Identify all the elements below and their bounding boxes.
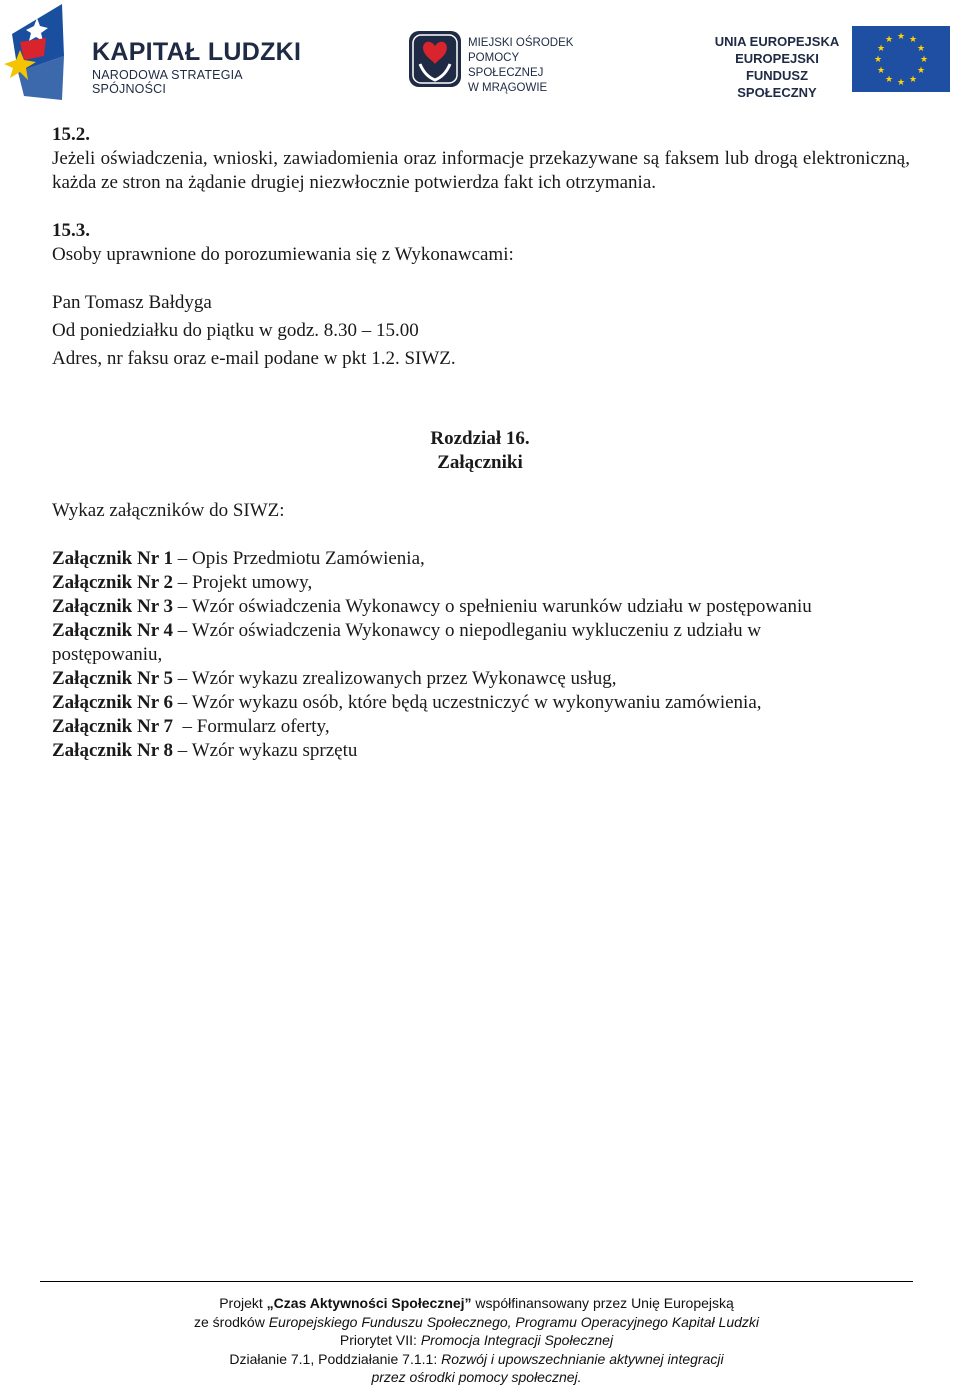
attachment-text: – Wzór oświadczenia Wykonawcy o niepodleganiu wykluczeniu z udziału w bbox=[173, 620, 762, 641]
list-item bbox=[52, 740, 357, 762]
svg-text:★: ★ bbox=[916, 66, 926, 76]
attachment-label: Załącznik Nr 6 bbox=[52, 692, 174, 713]
list-item bbox=[52, 620, 761, 642]
footer-line-1 bbox=[40, 1294, 913, 1313]
contact-address: Adres, nr faksu oraz e-mail podane w pkt 1.2. SIWZ. bbox=[52, 348, 456, 369]
attachment-text: – Wzór oświadczenia Wykonawcy o spełnieniu warunków udziału w postępowaniu bbox=[173, 596, 812, 617]
footer-text: Projekt bbox=[219, 1295, 267, 1311]
footer-text: współfinansowany przez Unię Europejską bbox=[471, 1295, 734, 1311]
svg-text:★: ★ bbox=[896, 32, 906, 42]
attachment-text: postępowaniu, bbox=[52, 644, 163, 665]
footer-text: Promocja Integracji Społecznej bbox=[420, 1332, 614, 1348]
page-footer bbox=[40, 1294, 913, 1387]
footer-text: przez ośrodki pomocy społecznej. bbox=[371, 1369, 582, 1385]
list-item bbox=[52, 716, 330, 738]
attachment-label: Załącznik Nr 2 bbox=[52, 572, 174, 593]
attachment-label: Załącznik Nr 1 bbox=[52, 548, 174, 569]
attachments-intro: Wykaz załączników do SIWZ: bbox=[52, 500, 285, 521]
kapital-ludzki-subtitle: NARODOWA STRATEGIA SPÓJNOŚCI bbox=[92, 68, 243, 96]
attachment-text: – Wzór wykazu sprzętu bbox=[173, 740, 358, 761]
list-item bbox=[52, 668, 616, 690]
attachment-label: Załącznik Nr 7 bbox=[52, 716, 174, 737]
footer-line-3 bbox=[40, 1331, 913, 1350]
list-item-continuation bbox=[52, 644, 162, 666]
list-item bbox=[52, 572, 312, 594]
attachment-label: Załącznik Nr 3 bbox=[52, 596, 174, 617]
footer-line-5 bbox=[40, 1368, 913, 1387]
attachment-text: – Opis Przedmiotu Zamówienia, bbox=[173, 548, 425, 569]
footer-text: Europejskiego Funduszu Społecznego, Programu Operacyjnego Kapitał Ludzki bbox=[268, 1313, 759, 1330]
svg-text:★: ★ bbox=[876, 44, 886, 54]
mops-emblem-icon bbox=[408, 30, 462, 88]
footer-line-4 bbox=[40, 1350, 913, 1369]
footer-project-name: „Czas Aktywności Społecznej” bbox=[266, 1295, 472, 1311]
footer-text: ze środków bbox=[194, 1313, 269, 1330]
svg-text:★: ★ bbox=[896, 78, 906, 88]
eu-logo bbox=[702, 24, 952, 100]
page-header bbox=[0, 0, 960, 110]
attachment-text: – Projekt umowy, bbox=[173, 572, 313, 593]
section-15-3-text: Osoby uprawnione do porozumiewania się z Wykonawcami: bbox=[52, 244, 514, 265]
svg-text:★: ★ bbox=[916, 44, 926, 54]
eu-name bbox=[708, 33, 846, 101]
footer-text: Priorytet VII: bbox=[339, 1332, 421, 1348]
eu-line-2: EUROPEJSKI bbox=[735, 51, 819, 66]
attachment-label: Załącznik Nr 5 bbox=[52, 668, 174, 689]
kapital-ludzki-logo bbox=[4, 4, 304, 100]
attachment-label: Załącznik Nr 4 bbox=[52, 620, 174, 641]
eu-flag-icon bbox=[852, 26, 950, 92]
chapter-subtitle: Załączniki bbox=[437, 452, 523, 473]
svg-text:★: ★ bbox=[873, 55, 883, 65]
contact-name: Pan Tomasz Bałdyga bbox=[52, 292, 212, 313]
attachment-text: – Wzór wykazu osób, które będą uczestniczyć w wykonywaniu zamówienia, bbox=[173, 692, 762, 713]
footer-divider bbox=[40, 1281, 913, 1282]
list-item bbox=[52, 548, 425, 570]
mops-logo bbox=[408, 30, 578, 94]
footer-line-2 bbox=[40, 1313, 913, 1332]
section-15-3-number: 15.3. bbox=[52, 220, 90, 241]
svg-text:★: ★ bbox=[884, 35, 894, 45]
section-15-2-number: 15.2. bbox=[52, 124, 90, 145]
mops-line-1: MIEJSKI OŚRODEK bbox=[468, 37, 574, 49]
mops-line-3: W MRĄGOWIE bbox=[468, 82, 548, 94]
svg-text:★: ★ bbox=[908, 35, 918, 45]
mops-name bbox=[468, 36, 578, 96]
chapter-title: Rozdział 16. bbox=[430, 428, 530, 449]
footer-text: Działanie 7.1, Poddziałanie 7.1.1: bbox=[229, 1350, 442, 1367]
svg-text:★: ★ bbox=[908, 75, 918, 85]
attachment-text: – Wzór wykazu zrealizowanych przez Wykonawcę usług, bbox=[173, 668, 617, 689]
svg-text:★: ★ bbox=[876, 66, 886, 76]
eu-line-3: FUNDUSZ SPOŁECZNY bbox=[737, 68, 817, 100]
mops-line-2: POMOCY SPOŁECZNEJ bbox=[468, 52, 544, 79]
list-item bbox=[52, 596, 812, 618]
eu-line-1: UNIA EUROPEJSKA bbox=[714, 34, 840, 49]
contact-hours: Od poniedziałku do piątku w godz. 8.30 – 15.00 bbox=[52, 320, 419, 341]
kapital-ludzki-title: KAPITAŁ LUDZKI bbox=[92, 38, 302, 66]
list-item bbox=[52, 692, 762, 714]
section-15-2-text: Jeżeli oświadczenia, wnioski, zawiadomienia oraz informacje przekazywane są faksem lub drogą elektroniczną, każda ze stron na żądanie drugiej niezwłocznie potwierdza fakt ich otrzymania. bbox=[52, 148, 910, 193]
svg-text:★: ★ bbox=[919, 55, 929, 65]
footer-text: Rozwój i upowszechnianie aktywnej integracji bbox=[441, 1350, 724, 1367]
svg-text:★: ★ bbox=[884, 75, 894, 85]
attachment-text: – Formularz oferty, bbox=[173, 716, 330, 737]
kapital-ludzki-emblem-icon bbox=[4, 4, 74, 100]
attachment-label: Załącznik Nr 8 bbox=[52, 740, 174, 761]
